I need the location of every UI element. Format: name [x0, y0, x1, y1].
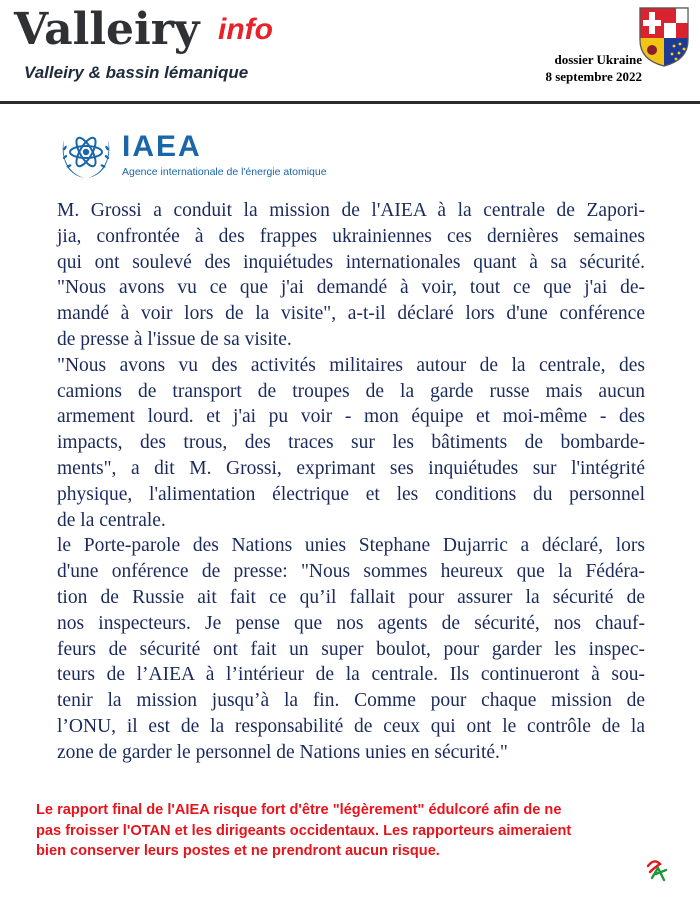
article-line: armement lourd. et j'ai pu voir - mon équipe et moi-même - des	[57, 406, 645, 428]
logo-full-name: Agence internationale de l'énergie atomique	[122, 166, 327, 178]
article-line: mandé à voir lors de la visite", a-t-il déclaré lors d'une conférence	[57, 303, 645, 325]
article-line: qui ont soulevé des inquiétudes internationales quant à sa sécurité.	[57, 251, 645, 273]
article-line: teurs de l’AIEA à l’intérieur de la centrale. Ils continueront à sou-	[57, 664, 645, 686]
page-header	[0, 0, 700, 104]
article-line: de la centrale.	[57, 509, 166, 531]
article-line: ments", a dit M. Grossi, exprimant ses inquiétudes sur l'intégrité	[57, 457, 645, 479]
comment-line: bien conserver leurs postes et ne prendront aucun risque.	[36, 843, 440, 859]
article-line: nos inspecteurs. Je pense que nos agents de sécurité, nos chauf-	[57, 612, 645, 634]
logo-acronym: IAEA	[122, 130, 202, 163]
article-line: feurs de sécurité ont fait un super boulot, pour garder les inspec-	[57, 638, 645, 660]
article-line: tenir la mission jusqu’à la fin. Comme pour chaque mission de	[57, 690, 645, 712]
comment-line: Le rapport final de l'AIEA risque fort d'être "légèrement" édulcoré afin de ne	[36, 802, 562, 818]
article-line: tion de Russie ait fait ce qu’il fallait pour assurer la sécurité de	[57, 586, 645, 608]
article-body	[57, 198, 645, 766]
dossier-info	[545, 51, 642, 85]
publication-date: 8 septembre 2022	[545, 69, 642, 84]
article-line: "Nous avons vu des activités militaires autour de la centrale, des	[57, 354, 645, 376]
site-tagline: Valleiry & bassin lémanique	[24, 63, 249, 82]
comment-line: pas froisser l'OTAN et les dirigeants occidentaux. Les rapporteurs aimeraient	[36, 822, 572, 839]
article-line: le Porte-parole des Nations unies Stephane Dujarric a déclaré, lors	[57, 535, 645, 557]
header-divider	[0, 101, 700, 104]
article-line: impacts, des trous, des traces sur les bâtiments de bombarde-	[57, 432, 645, 454]
article-line: jia, confrontée à des frappes ukrainiennes ces dernières semaines	[57, 225, 645, 247]
article-line: "Nous avons vu ce que j'ai demandé à voir, tout ce que j'ai de-	[57, 277, 645, 299]
article-line: de presse à l'issue de sa visite.	[57, 328, 292, 350]
atom-olive-branch-icon	[56, 128, 116, 184]
article-line: camions de transport de troupes de la garde russe mais aucun	[57, 380, 645, 402]
site-name-suffix: info	[218, 13, 273, 46]
article-line: d'une onférence de presse: "Nous sommes heureux que la Fédéra-	[57, 561, 645, 583]
coat-of-arms-icon	[638, 6, 690, 68]
site-logo[interactable]	[14, 2, 200, 58]
article-line: l’ONU, il est de la responsabilité de ceux qui ont le contrôle de la	[57, 715, 645, 737]
article-line: physique, l'alimentation électrique et les conditions du personnel	[57, 483, 645, 505]
site-name: Valleiry	[14, 4, 200, 55]
author-signature-icon	[644, 856, 672, 884]
article-line: zone de garder le personnel de Nations unies en sécurité."	[57, 741, 508, 763]
editorial-comment	[36, 800, 666, 862]
article-line: M. Grossi a conduit la mission de l'AIEA à la centrale de Zapori-	[57, 200, 645, 221]
iaea-logo	[56, 128, 376, 184]
section-label: dossier Ukraine	[554, 52, 642, 67]
